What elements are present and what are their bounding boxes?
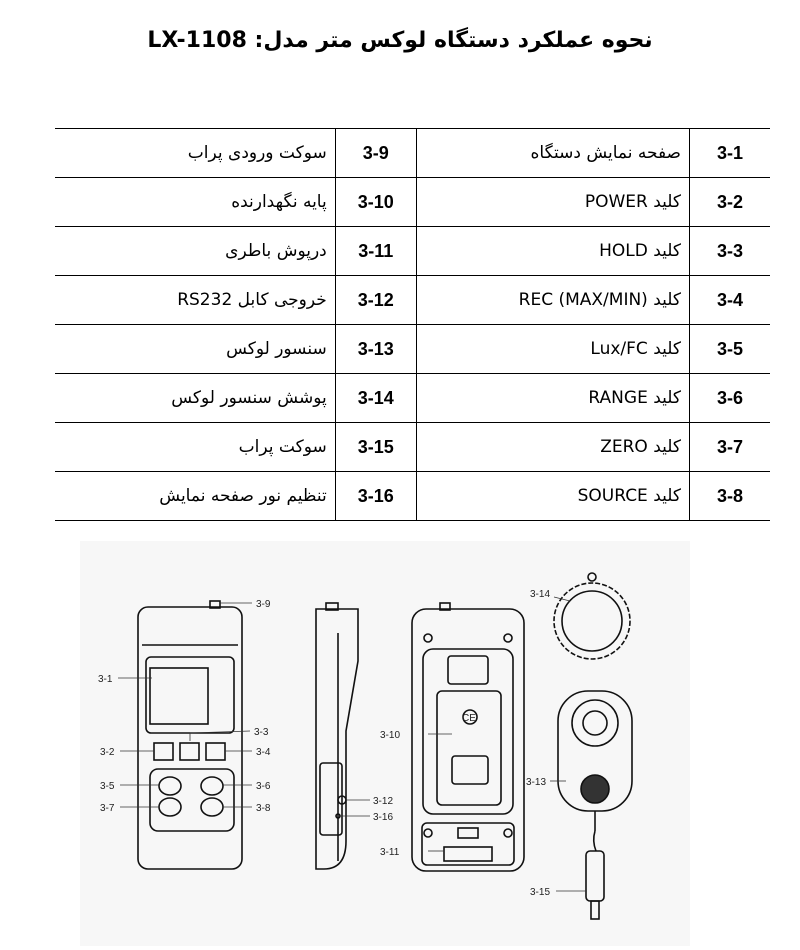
parts-table [55, 128, 770, 521]
right-num: 3-6 [690, 374, 771, 423]
sensor-cover [554, 583, 630, 659]
device-diagram-svg [80, 541, 690, 946]
luxfc-key [159, 777, 181, 795]
right-num: 3-8 [690, 472, 771, 521]
label-3-9: 3-9 [256, 599, 271, 610]
left-num: 3-15 [335, 423, 416, 472]
label-3-4: 3-4 [256, 747, 271, 758]
label-3-1: 3-1 [98, 674, 113, 685]
right-num: 3-4 [690, 276, 771, 325]
left-text: درپوش باطری [55, 227, 335, 276]
left-text: خروجی کابل RS232 [55, 276, 335, 325]
label-3-12: 3-12 [373, 796, 394, 807]
page-title: نحوه عملکرد دستگاه لوکس متر مدل: LX-1108 [147, 28, 653, 53]
right-num: 3-3 [690, 227, 771, 276]
left-num: 3-11 [335, 227, 416, 276]
display-screen [150, 668, 208, 724]
left-num: 3-12 [335, 276, 416, 325]
rec-key [206, 743, 225, 760]
left-text: سنسور لوکس [55, 325, 335, 374]
left-num: 3-13 [335, 325, 416, 374]
table-row [55, 374, 770, 423]
meter-side-body [316, 609, 358, 869]
left-num: 3-10 [335, 178, 416, 227]
right-num: 3-2 [690, 178, 771, 227]
range-key [201, 777, 223, 795]
device-diagram [80, 541, 690, 946]
table-row [55, 325, 770, 374]
left-text: پایه نگهدارنده [55, 178, 335, 227]
power-key [154, 743, 173, 760]
label-3-3: 3-3 [254, 727, 269, 738]
left-text: تنظیم نور صفحه نمایش [55, 472, 335, 521]
ce-mark: CE [462, 713, 476, 724]
source-key [201, 798, 223, 816]
label-3-7: 3-7 [100, 803, 115, 814]
table-row [55, 178, 770, 227]
table-row [55, 227, 770, 276]
label-3-11: 3-11 [380, 847, 400, 858]
left-num: 3-9 [335, 129, 416, 178]
label-3-14: 3-14 [530, 589, 551, 600]
holding-stand [437, 691, 501, 805]
label-3-8: 3-8 [256, 803, 271, 814]
hold-key [180, 743, 199, 760]
label-3-5: 3-5 [100, 781, 115, 792]
right-text: کلید ZERO [416, 423, 689, 472]
zero-key [159, 798, 181, 816]
left-text: پوشش سنسور لوکس [55, 374, 335, 423]
table-row [55, 276, 770, 325]
left-num: 3-16 [335, 472, 416, 521]
right-num: 3-1 [690, 129, 771, 178]
right-text: صفحه نمایش دستگاه [416, 129, 689, 178]
left-text: سوکت پراب [55, 423, 335, 472]
right-text: کلید REC (MAX/MIN) [416, 276, 689, 325]
label-3-10: 3-10 [380, 730, 401, 741]
label-3-15: 3-15 [530, 887, 551, 898]
label-3-16: 3-16 [373, 812, 394, 823]
right-text: کلید SOURCE [416, 472, 689, 521]
left-text: سوکت ورودی پراب [55, 129, 335, 178]
label-3-2: 3-2 [100, 747, 115, 758]
battery-cover [422, 823, 514, 865]
label-3-13: 3-13 [526, 777, 547, 788]
table-row [55, 423, 770, 472]
sensor-photocell [581, 775, 609, 803]
right-num: 3-5 [690, 325, 771, 374]
table-row [55, 472, 770, 521]
table-row [55, 129, 770, 178]
right-text: کلید RANGE [416, 374, 689, 423]
right-text: کلید HOLD [416, 227, 689, 276]
left-num: 3-14 [335, 374, 416, 423]
probe-plug [586, 851, 604, 901]
right-text: کلید POWER [416, 178, 689, 227]
right-num: 3-7 [690, 423, 771, 472]
label-3-6: 3-6 [256, 781, 271, 792]
right-text: کلید Lux/FC [416, 325, 689, 374]
